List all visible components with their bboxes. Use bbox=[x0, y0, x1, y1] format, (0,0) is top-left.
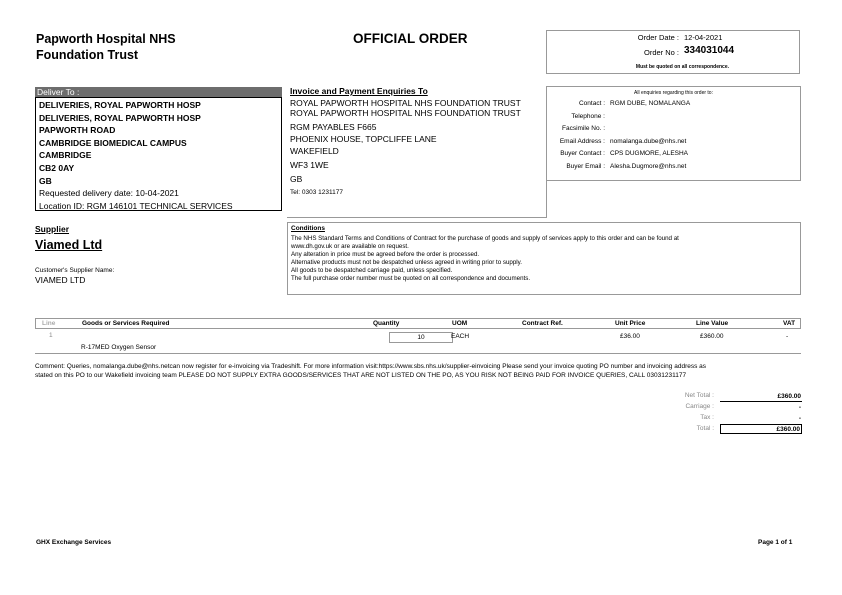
col-vat: VAT bbox=[783, 320, 796, 327]
customer-supplier-value: VIAMED LTD bbox=[35, 275, 86, 285]
organisation-name bbox=[36, 31, 176, 63]
email-value: nomalanga.dube@nhs.net bbox=[610, 138, 687, 145]
invoice-line: PHOENIX HOUSE, TOPCLIFFE LANE bbox=[290, 134, 437, 144]
total-label: Total : bbox=[696, 425, 714, 432]
deliver-line: PAPWORTH ROAD bbox=[39, 125, 116, 136]
invoice-tel: Tel: 0303 1231177 bbox=[290, 189, 344, 196]
carriage-value: - bbox=[798, 404, 801, 411]
requested-delivery-date: Requested delivery date: 10-04-2021 bbox=[39, 188, 179, 199]
telephone-label: Telephone : bbox=[571, 113, 605, 120]
deliver-line: DELIVERIES, ROYAL PAPWORTH HOSP bbox=[39, 100, 201, 110]
supplier-header: Supplier bbox=[35, 224, 70, 234]
footer-service: GHX Exchange Services bbox=[36, 539, 112, 546]
order-comment: Comment: Queries, nomalanga.dube@nhs.netcan now register for e-invoicing via Tradeshift. For more information visit:https://www.sbs.nhs.uk/supplier-einvoicing Please send your invoice quoting PO number and invoicing address as stated on this PO to our Wakefield invoicing team PLEASE DO NOT SUPPLY EXTRA GOODS/SERVICES THAT ARE NOT LISTED ON THE PO, AS YOU RISK NOT BEING PAID FOR INVOICE QUERIES, CALL 03031231177 bbox=[35, 363, 707, 379]
order-no-note: Must be quoted on all correspondence. bbox=[635, 64, 729, 70]
buyer-email-label: Buyer Email : bbox=[566, 163, 605, 170]
row-line-value: £360.00 bbox=[700, 333, 724, 340]
deliver-line: GB bbox=[39, 175, 52, 186]
buyer-email-value: Alesha.Dugmore@nhs.net bbox=[610, 163, 687, 170]
order-date-label: Order Date : bbox=[637, 33, 679, 42]
net-total-value: £360.00 bbox=[720, 392, 802, 402]
row-vat: - bbox=[786, 333, 789, 340]
invoice-line: GB bbox=[290, 174, 303, 184]
conditions-box bbox=[287, 222, 801, 295]
facsimile-label: Facsimile No. : bbox=[562, 125, 605, 132]
condition-line: www.dh.gov.uk or are available on request. bbox=[291, 243, 409, 250]
carriage-label: Carriage : bbox=[685, 403, 714, 410]
row-unit-price: £36.00 bbox=[620, 333, 640, 340]
deliver-line: CB2 0AY bbox=[39, 162, 75, 173]
buyer-contact-value: CPS DUGMORE, ALESHA bbox=[610, 150, 689, 157]
col-quantity: Quantity bbox=[373, 320, 400, 327]
invoice-address bbox=[290, 98, 545, 198]
col-uom: UOM bbox=[452, 320, 468, 327]
contact-value: RGM DUBE, NOMALANGA bbox=[610, 100, 691, 107]
contact-note: All enquiries regarding this order to: bbox=[634, 90, 713, 96]
email-label: Email Address : bbox=[559, 138, 605, 145]
deliver-line: CAMBRIDGE bbox=[39, 150, 92, 161]
table-header bbox=[35, 318, 801, 329]
condition-line: The NHS Standard Terms and Conditions of Contract for the purchase of goods and supply of services apply to this order and can be found at bbox=[291, 235, 679, 242]
row-line-number: 1 bbox=[49, 332, 53, 339]
supplier-name: Viamed Ltd bbox=[35, 238, 103, 252]
deliver-line: CAMBRIDGE BIOMEDICAL CAMPUS bbox=[39, 137, 187, 148]
invoice-line: ROYAL PAPWORTH HOSPITAL NHS FOUNDATION TRUST bbox=[290, 98, 521, 108]
order-info-box bbox=[546, 30, 800, 74]
order-date-value: 12-04-2021 bbox=[684, 33, 723, 42]
buyer-contact-label: Buyer Contact : bbox=[560, 150, 605, 157]
invoice-line: WF3 1WE bbox=[290, 160, 329, 170]
invoice-line: ROYAL PAPWORTH HOSPITAL NHS FOUNDATION TRUST bbox=[290, 108, 521, 118]
col-contract-ref: Contract Ref. bbox=[522, 320, 563, 327]
document-title: OFFICIAL ORDER bbox=[353, 31, 468, 46]
invoice-line: WAKEFIELD bbox=[290, 146, 339, 156]
invoice-header: Invoice and Payment Enquiries To bbox=[290, 86, 428, 96]
customer-supplier-label: Customer's Supplier Name: bbox=[35, 267, 115, 274]
contact-box bbox=[546, 86, 801, 181]
condition-line: All goods to be despatched carriage paid, unless specified. bbox=[291, 267, 453, 274]
organisation-line-1: Papworth Hospital NHS bbox=[36, 32, 176, 46]
total-value: £360.00 bbox=[720, 424, 802, 434]
footer-page-number: Page 1 of 1 bbox=[758, 539, 793, 546]
col-line-value: Line Value bbox=[696, 320, 729, 327]
condition-line: Any alteration in price must be agreed before the order is processed. bbox=[291, 251, 480, 258]
net-total-label: Net Total : bbox=[684, 392, 714, 399]
tax-value: - bbox=[798, 415, 801, 422]
contact-label: Contact : bbox=[578, 100, 605, 107]
condition-line: Alternative products must not be despatched unless agreed in writing prior to supply. bbox=[291, 259, 523, 266]
col-unit-price: Unit Price bbox=[615, 320, 646, 327]
conditions-header: Conditions bbox=[291, 225, 325, 232]
row-quantity: 10 bbox=[389, 332, 453, 343]
deliver-to-header: Deliver To : bbox=[35, 87, 282, 97]
col-line: Line bbox=[42, 320, 56, 327]
tax-label: Tax : bbox=[700, 414, 714, 421]
deliver-to-address bbox=[35, 97, 282, 211]
condition-line: The full purchase order number must be quoted on all correspondence and documents. bbox=[291, 275, 531, 282]
deliver-line: DELIVERIES, ROYAL PAPWORTH HOSP bbox=[39, 112, 201, 123]
col-goods: Goods or Services Required bbox=[82, 320, 170, 327]
invoice-line: RGM PAYABLES F665 bbox=[290, 122, 377, 132]
row-uom: EACH bbox=[451, 333, 470, 340]
row-goods: R-17MED Oxygen Sensor bbox=[81, 344, 157, 351]
location-id: Location ID: RGM 146101 TECHNICAL SERVICES bbox=[39, 200, 233, 211]
table-row bbox=[35, 329, 801, 354]
order-no-value: 334031044 bbox=[684, 45, 735, 56]
order-no-label: Order No : bbox=[643, 48, 679, 57]
organisation-line-2: Foundation Trust bbox=[36, 48, 139, 62]
